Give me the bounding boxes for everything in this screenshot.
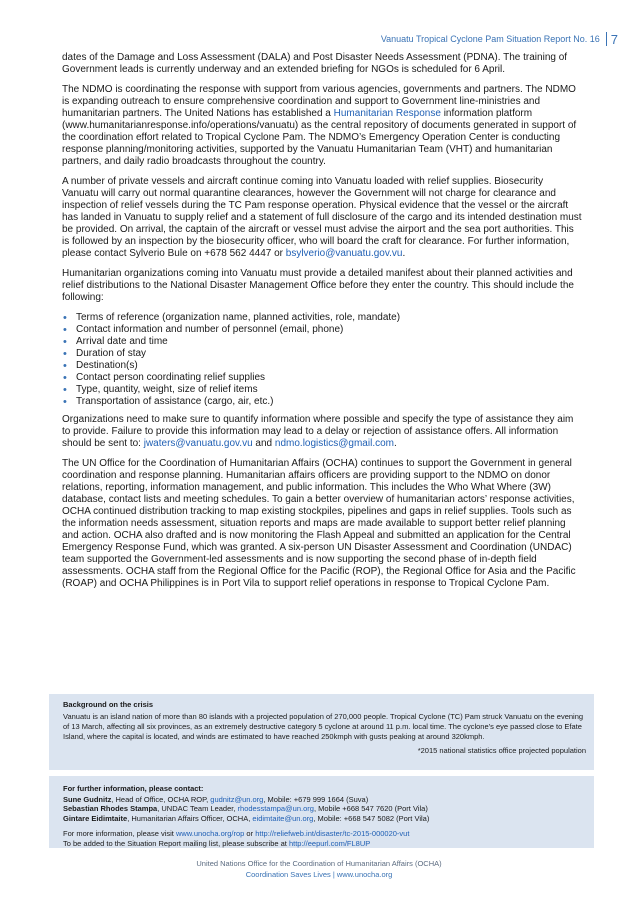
text-segment: and	[252, 438, 275, 449]
list-item: • Transportation of assistance (cargo, air, etc.)	[62, 396, 582, 408]
humanitarian-response-link[interactable]: Humanitarian Response	[333, 108, 441, 119]
text-segment: Organizations need to make sure to quantify information where possible and specify the type of assistance they aim to provide. Failure to provide this information may lead to a delay or rejection of assistance offers. All information should be sent to:	[62, 414, 574, 449]
list-item: • Type, quantity, weight, size of relief items	[62, 384, 582, 396]
paragraph-dala-pdna: dates of the Damage and Loss Assessment (DALA) and Post Disaster Needs Assessment (PDNA). The training of Government leads is currently underway and an extended briefing for NGOs is scheduled for 6 April.	[62, 52, 568, 75]
text-segment: information platform (www.humanitarianresponse.info/operations/vanuatu) as the central repository of documents generated in support of the coordination effort related to Tropical Cyclone Pam. The NDMO’s Emergency Operation Center is conducting response planning/monitoring activities, supported by the Vanuatu Humanitarian Team (VHT) and humanitarian partners, and daily radio broadcasts throughout the country.	[62, 108, 577, 167]
text-segment: .	[393, 438, 397, 449]
background-footnote: *2015 national statistics office projected population	[417, 746, 586, 755]
contact-phone: , Mobile: +668 547 5082 (Port Vila)	[313, 813, 430, 823]
unocha-rop-link[interactable]: www.unocha.org/rop	[175, 829, 245, 838]
text-segment: The NDMO is coordinating the response with support from various agencies, governments and partners. The NDMO is expanding outreach to ensure comprehensive coordination and support to Government line-ministries and humanitarian partners. The United Nations has established a	[62, 84, 576, 119]
list-item: • Duration of stay	[62, 348, 582, 360]
contact-email-link[interactable]: rhodesstampa@un.org	[237, 804, 314, 813]
contact-name: Sune Gudnitz	[63, 794, 112, 804]
contact-box	[49, 776, 594, 848]
footer-tagline: Coordination Saves Lives | www.unocha.org	[245, 870, 393, 879]
contact-email-link[interactable]: gudnitz@un.org	[210, 794, 264, 804]
ndmo-logistics-email-link[interactable]: ndmo.logistics@gmail.com	[274, 438, 394, 449]
text-segment: .	[402, 248, 406, 259]
paragraph-quantify	[62, 414, 582, 450]
bsylverio-email-link[interactable]: bsylverio@vanuatu.gov.vu	[285, 248, 403, 259]
list-item: • Contact person coordinating relief supplies	[62, 372, 582, 384]
mailing-list-line	[63, 839, 586, 849]
contact-title: For further information, please contact:	[63, 784, 204, 793]
more-info-line	[63, 829, 586, 839]
list-item: • Destination(s)	[62, 360, 582, 372]
contact-role: , UNDAC Team Leader,	[157, 804, 238, 813]
contact-role: , Head of Office, OCHA ROP,	[111, 794, 211, 804]
list-item: • Terms of reference (organization name, planned activities, role, mandate)	[62, 312, 582, 324]
footer-org-name: United Nations Office for the Coordination of Humanitarian Affairs (OCHA)	[196, 859, 442, 868]
background-box	[49, 694, 594, 770]
jwaters-email-link[interactable]: jwaters@vanuatu.gov.vu	[143, 438, 253, 449]
paragraph-ndmo-coordination	[62, 84, 582, 168]
eepurl-subscribe-link[interactable]: http://eepurl.com/FL8UP	[288, 838, 371, 848]
page-footer	[0, 858, 638, 880]
contact-name: Sebastian Rhodes Stampa	[63, 804, 158, 813]
text-segment: For more information, please visit	[63, 829, 176, 838]
page-number: 7	[610, 31, 618, 47]
header-divider	[606, 32, 607, 46]
contact-row	[63, 814, 586, 824]
report-title: Vanuatu Tropical Cyclone Pam Situation Report No. 16	[380, 34, 600, 44]
contact-name: Gintare Eidimtaite	[63, 813, 128, 823]
paragraph-ocha-support: The UN Office for the Coordination of Humanitarian Affairs (OCHA) continues to support the Government in general coordination and response planning. Humanitarian affairs officers are providing support to the NDMO on donor relations, reporting, information management, and public information. This includes the Who What Where (3W) database, contact lists and meeting schedules. To gain a better overview of humanitarian actors’ response activities, OCHA continued distribution tracking to map existing stockpiles, pipelines and gaps in relief supplies. Tools such as the information needs assessment, situation reports and maps are made available to support better relief planning and action. OCHA also drafted and is now monitoring the Flash Appeal and submitted an application for the Central Emergency Response Fund, which was granted. A six-person UN Disaster Assessment and Coordination (UNDAC) team supported the Government-led assessments and is now supporting the second phase of in-depth field assessments. OCHA staff from the Regional Office for the Pacific (ROP), the Regional Office for Asia and the Pacific (ROAP) and OCHA Philippines is in Port Vila to support relief operations in response to Tropical Cyclone Pam.	[62, 458, 576, 589]
background-text: Vanuatu is an island nation of more than 80 islands with a projected population of 270,000 people. Tropical Cyclone (TC) Pam struck Vanuatu on the evening of 13 March, affecting all six provinces, as an extremely destructive category 5 cyclone at around 11 p.m. local time. The cyclone’s eye passed close to Efate Island, where the capital is located, and winds are estimated to have reached 250kmph with gusts peaking at around 320kmph.	[63, 712, 584, 741]
contact-email-link[interactable]: eidimtaite@un.org	[252, 813, 314, 823]
contact-phone: , Mobile +668 547 7620 (Port Vila)	[313, 804, 428, 813]
contact-row	[63, 795, 586, 805]
list-item: • Arrival date and time	[62, 336, 582, 348]
contact-phone: , Mobile: +679 999 1664 (Suva)	[263, 794, 369, 804]
list-item: • Contact information and number of personnel (email, phone)	[62, 324, 582, 336]
report-body	[62, 52, 582, 598]
text-segment: A number of private vessels and aircraft continue coming into Vanuatu loaded with relief supplies. Biosecurity Vanuatu will carry out normal quarantine clearances, however the Government will not charge for clearance and inspection of relief vessels during the TC Pam response operation. Physical evidence that the vessel or the aircraft has landed in Vanuatu to supply relief and a statement of full disclosure of the cargo and its intended destination must be provided. On arrival, the captain of the aircraft or vessel must advise the airport and the sea port authorities. This is followed by an inspection by the biosecurity officer, who will board the craft for clearance. For further information, please contact Sylverio Bule on +678 562 4447 or	[62, 176, 582, 259]
page-header	[381, 30, 618, 48]
reliefweb-link[interactable]: http://reliefweb.int/disaster/tc-2015-000020-vut	[255, 829, 410, 838]
paragraph-manifest: Humanitarian organizations coming into Vanuatu must provide a detailed manifest about their planned activities and relief distributions to the National Disaster Management Office before they enter the country. This should include the following:	[62, 268, 574, 303]
background-title: Background on the crisis	[63, 700, 154, 709]
text-segment: To be added to the Situation Report mailing list, please subscribe at	[63, 838, 289, 848]
paragraph-biosecurity	[62, 176, 582, 260]
manifest-requirements-list	[62, 312, 582, 408]
contact-row	[63, 804, 586, 814]
contact-role: , Humanitarian Affairs Officer, OCHA,	[127, 813, 253, 823]
text-segment: or	[244, 829, 256, 838]
